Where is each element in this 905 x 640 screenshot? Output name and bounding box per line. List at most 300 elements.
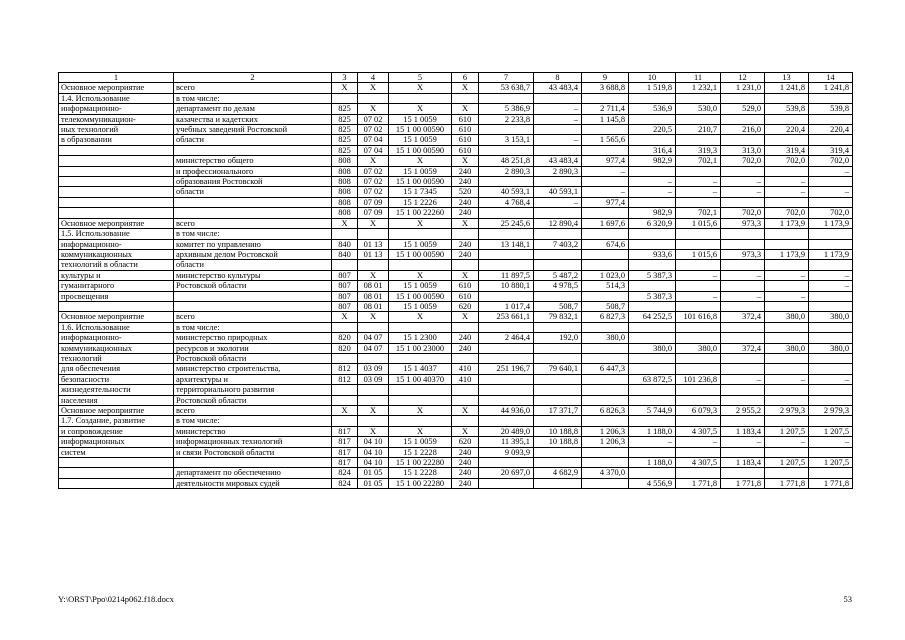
value-cell [765,385,809,395]
value-cell: 812 [332,364,358,374]
activity-cell [59,177,174,187]
value-cell [534,229,582,239]
file-path: Y:\ORST\Ppo\0214p062.f18.docx [58,594,174,604]
value-cell [809,416,853,426]
table-row [59,208,853,218]
table-row [59,364,853,374]
value-cell: 101 236,8 [676,374,721,384]
value-cell [358,353,389,363]
value-cell: X [358,83,389,93]
value-cell: 1 771,8 [676,478,721,488]
value-cell [479,395,534,405]
executor-cell [174,145,332,155]
value-cell: 3 688,8 [582,83,629,93]
value-cell: 380,0 [765,312,809,322]
value-cell: 380,0 [765,343,809,353]
value-cell: 817 [332,447,358,457]
value-cell [582,125,629,135]
value-cell: 4 768,4 [479,197,534,207]
value-cell: 07 09 [358,208,389,218]
value-cell [358,93,389,103]
activity-cell: технологий в области [59,260,174,270]
value-cell: 620 [452,301,479,311]
executor-cell: информационных технологий [174,437,332,447]
value-cell: 610 [452,291,479,301]
value-cell [809,197,853,207]
value-cell [721,333,765,343]
value-cell: 5 387,3 [629,270,676,280]
activity-cell: коммуникационных [59,249,174,259]
table-row [59,114,853,124]
value-cell [479,177,534,187]
value-cell: 520 [452,187,479,197]
value-cell: 817 [332,437,358,447]
value-cell: 15 1 00 00590 [389,145,452,155]
value-cell [721,166,765,176]
value-cell [479,229,534,239]
value-cell [721,260,765,270]
value-cell: 973,3 [721,249,765,259]
value-cell: 702,0 [809,208,853,218]
executor-cell [174,208,332,218]
executor-cell: в том числе: [174,229,332,239]
value-cell [721,239,765,249]
table-row [59,83,853,93]
value-cell [582,447,629,457]
value-cell: – [809,437,853,447]
executor-cell: министерство строительства, [174,364,332,374]
value-cell [582,416,629,426]
value-cell: 08 01 [358,291,389,301]
value-cell [721,301,765,311]
value-cell [582,385,629,395]
value-cell: 808 [332,166,358,176]
value-cell [629,322,676,332]
table-row [59,281,853,291]
executor-cell [174,197,332,207]
value-cell [676,135,721,145]
value-cell [809,468,853,478]
value-cell [676,93,721,103]
value-cell: – [629,437,676,447]
activity-cell: Основное мероприятие [59,83,174,93]
table-row [59,229,853,239]
value-cell [358,395,389,405]
value-cell [358,385,389,395]
value-cell [721,416,765,426]
value-cell: 536,9 [629,104,676,114]
value-cell [629,395,676,405]
executor-cell: деятельности мировых судей [174,478,332,488]
value-cell: 04 10 [358,458,389,468]
value-cell: 220,5 [629,125,676,135]
value-cell [452,260,479,270]
value-cell [534,353,582,363]
value-cell: 15 1 4037 [389,364,452,374]
table-row [59,93,853,103]
value-cell: 610 [452,114,479,124]
value-cell [629,166,676,176]
value-cell [389,385,452,395]
value-cell: – [765,437,809,447]
value-cell: 15 1 00 40370 [389,374,452,384]
value-cell: 240 [452,447,479,457]
table-row [59,156,853,166]
header-cell: 9 [582,73,629,83]
value-cell: 15 1 0059 [389,301,452,311]
value-cell: X [452,406,479,416]
value-cell [721,114,765,124]
value-cell [479,125,534,135]
value-cell: 1 232,1 [676,83,721,93]
header-cell: 5 [389,73,452,83]
value-cell: 808 [332,177,358,187]
value-cell: – [582,166,629,176]
value-cell [765,322,809,332]
value-cell [534,478,582,488]
value-cell: 808 [332,208,358,218]
value-cell: 610 [452,145,479,155]
value-cell: 63 872,5 [629,374,676,384]
value-cell: 1 015,6 [676,249,721,259]
value-cell [765,93,809,103]
value-cell: 43 483,4 [534,156,582,166]
table-row [59,468,853,478]
value-cell [809,177,853,187]
value-cell: 410 [452,374,479,384]
value-cell [358,260,389,270]
activity-cell [59,197,174,207]
value-cell: 240 [452,343,479,353]
value-cell: 508,7 [582,301,629,311]
value-cell [534,291,582,301]
value-cell [452,93,479,103]
value-cell: 07 09 [358,197,389,207]
value-cell [534,145,582,155]
executor-cell: Ростовской области [174,353,332,363]
activity-cell [59,145,174,155]
value-cell [582,177,629,187]
value-cell: 702,1 [676,156,721,166]
value-cell: 01 13 [358,239,389,249]
executor-cell: архитектуры и [174,374,332,384]
value-cell: 1 206,3 [582,437,629,447]
value-cell [582,260,629,270]
table-row [59,104,853,114]
value-cell: 11 395,1 [479,437,534,447]
value-cell: 825 [332,125,358,135]
value-cell: – [676,291,721,301]
table-row [59,301,853,311]
value-cell: 840 [332,249,358,259]
value-cell: 1 207,5 [765,426,809,436]
value-cell [809,93,853,103]
header-cell: 13 [765,73,809,83]
activity-cell: систем [59,447,174,457]
value-cell: 04 07 [358,333,389,343]
value-cell: 251 196,7 [479,364,534,374]
header-cell: 3 [332,73,358,83]
activity-cell: информационно- [59,333,174,343]
value-cell: X [452,218,479,228]
value-cell [452,395,479,405]
activity-cell: технологий [59,353,174,363]
value-cell [721,135,765,145]
value-cell [629,385,676,395]
value-cell: 380,0 [629,343,676,353]
value-cell: 530,0 [676,104,721,114]
table-body [59,83,853,489]
value-cell [534,385,582,395]
value-cell: 933,6 [629,249,676,259]
value-cell: – [534,135,582,145]
value-cell: – [676,177,721,187]
value-cell [809,135,853,145]
value-cell: 977,4 [582,197,629,207]
value-cell: 9 093,9 [479,447,534,457]
header-cell: 7 [479,73,534,83]
value-cell [534,249,582,259]
value-cell [332,322,358,332]
activity-cell: культуры и [59,270,174,280]
value-cell: 1 771,8 [765,478,809,488]
value-cell: 4 682,9 [534,468,582,478]
value-cell [582,458,629,468]
table-row [59,447,853,457]
value-cell: X [358,312,389,322]
value-cell: 817 [332,458,358,468]
value-cell: 1 231,0 [721,83,765,93]
value-cell: 2 464,4 [479,333,534,343]
executor-cell: и профессионального [174,166,332,176]
value-cell: 15 1 00 23000 [389,343,452,353]
executor-cell: департамент по обеспечению [174,468,332,478]
value-cell [534,177,582,187]
value-cell: 15 1 00 22260 [389,208,452,218]
value-cell [676,468,721,478]
value-cell [765,364,809,374]
value-cell: 240 [452,468,479,478]
activity-cell: 1.5. Использование [59,229,174,239]
value-cell: 2 979,3 [765,406,809,416]
value-cell [582,353,629,363]
value-cell [676,353,721,363]
value-cell: 319,3 [676,145,721,155]
value-cell: 807 [332,281,358,291]
value-cell: 240 [452,208,479,218]
value-cell: 820 [332,333,358,343]
value-cell: X [452,156,479,166]
value-cell: 43 483,4 [534,83,582,93]
value-cell: 07 04 [358,145,389,155]
value-cell: 15 1 00 00590 [389,125,452,135]
value-cell: 15 1 00 22280 [389,478,452,488]
value-cell [582,478,629,488]
value-cell: 15 1 0059 [389,166,452,176]
activity-cell: 1.4. Использование [59,93,174,103]
value-cell [582,322,629,332]
value-cell [629,260,676,270]
value-cell [629,468,676,478]
value-cell: 825 [332,104,358,114]
table-row [59,416,853,426]
value-cell: 12 890,4 [534,218,582,228]
value-cell: 702,0 [765,156,809,166]
value-cell: 319,4 [765,145,809,155]
value-cell [809,301,853,311]
value-cell: X [389,426,452,436]
activity-cell: 1.6. Использование [59,322,174,332]
value-cell: 2 233,8 [479,114,534,124]
activity-cell [59,301,174,311]
value-cell: 514,3 [582,281,629,291]
value-cell [479,343,534,353]
value-cell: 824 [332,468,358,478]
value-cell: 07 02 [358,187,389,197]
value-cell [534,374,582,384]
executor-cell: области [174,187,332,197]
value-cell [332,385,358,395]
value-cell [332,260,358,270]
document-page [58,72,852,489]
value-cell [629,353,676,363]
value-cell [809,447,853,457]
activity-cell [59,187,174,197]
header-cell: 2 [174,73,332,83]
value-cell [809,114,853,124]
value-cell: 15 1 00 22280 [389,458,452,468]
value-cell [582,145,629,155]
value-cell [534,125,582,135]
executor-cell: в том числе: [174,93,332,103]
value-cell: 10 880,1 [479,281,534,291]
value-cell: X [452,426,479,436]
value-cell [765,333,809,343]
table-row [59,260,853,270]
executor-cell: архивным делом Ростовской [174,249,332,259]
value-cell: 5 387,3 [629,291,676,301]
value-cell: 15 1 00 00590 [389,177,452,187]
executor-cell [174,291,332,301]
activity-cell [59,166,174,176]
value-cell: 2 890,3 [534,166,582,176]
value-cell [765,239,809,249]
value-cell: 319,4 [809,145,853,155]
value-cell: X [389,156,452,166]
value-cell: 1 023,0 [582,270,629,280]
table-row [59,177,853,187]
value-cell [765,301,809,311]
activity-cell: Основное мероприятие [59,218,174,228]
value-cell: 08 01 [358,301,389,311]
header-cell: 14 [809,73,853,83]
value-cell: – [534,114,582,124]
value-cell [676,239,721,249]
value-cell: 1 771,8 [809,478,853,488]
value-cell: 702,1 [676,208,721,218]
value-cell: 973,3 [721,218,765,228]
value-cell: 3 153,1 [479,135,534,145]
executor-cell: всего [174,406,332,416]
table-row [59,478,853,488]
value-cell [676,281,721,291]
value-cell: 380,0 [676,343,721,353]
value-cell [765,229,809,239]
table-row [59,197,853,207]
value-cell [479,208,534,218]
executor-cell: учебных заведений Ростовской [174,125,332,135]
activity-cell: просвещения [59,291,174,301]
value-cell [582,249,629,259]
table-row [59,145,853,155]
header-cell: 8 [534,73,582,83]
activity-cell [59,468,174,478]
value-cell: 982,9 [629,208,676,218]
value-cell [389,395,452,405]
value-cell [629,447,676,457]
value-cell: 807 [332,291,358,301]
activity-cell: для обеспечения [59,364,174,374]
activity-cell: 1.7. Создание, развитие [59,416,174,426]
executor-cell: образования Ростовской [174,177,332,187]
value-cell [534,208,582,218]
value-cell: 812 [332,374,358,384]
value-cell: 15 1 2226 [389,197,452,207]
value-cell [765,260,809,270]
executor-cell: Ростовской области [174,395,332,405]
value-cell [765,353,809,363]
value-cell: 07 04 [358,135,389,145]
value-cell: 10 188,8 [534,437,582,447]
value-cell [765,416,809,426]
value-cell [809,239,853,249]
value-cell: X [332,218,358,228]
value-cell: 240 [452,239,479,249]
value-cell: 1 183,4 [721,426,765,436]
value-cell: 702,0 [809,156,853,166]
value-cell: 07 02 [358,166,389,176]
value-cell: 240 [452,177,479,187]
value-cell: 807 [332,301,358,311]
value-cell: 240 [452,249,479,259]
value-cell [676,333,721,343]
value-cell: 2 711,4 [582,104,629,114]
executor-cell: в том числе: [174,416,332,426]
value-cell: 7 403,2 [534,239,582,249]
header-cell: 6 [452,73,479,83]
value-cell [809,385,853,395]
value-cell: 702,0 [721,156,765,166]
value-cell: – [765,374,809,384]
value-cell [629,281,676,291]
value-cell: 1 173,9 [809,249,853,259]
table-row [59,458,853,468]
table-row [59,218,853,228]
value-cell [721,197,765,207]
value-cell [332,93,358,103]
value-cell [332,395,358,405]
value-cell: 539,8 [765,104,809,114]
value-cell [721,322,765,332]
executor-cell: всего [174,83,332,93]
value-cell: 240 [452,333,479,343]
value-cell: 15 1 2228 [389,468,452,478]
value-cell: 07 02 [358,177,389,187]
value-cell: 15 1 0059 [389,239,452,249]
executor-cell: министерство природных [174,333,332,343]
value-cell: 1 173,9 [765,249,809,259]
value-cell [676,322,721,332]
